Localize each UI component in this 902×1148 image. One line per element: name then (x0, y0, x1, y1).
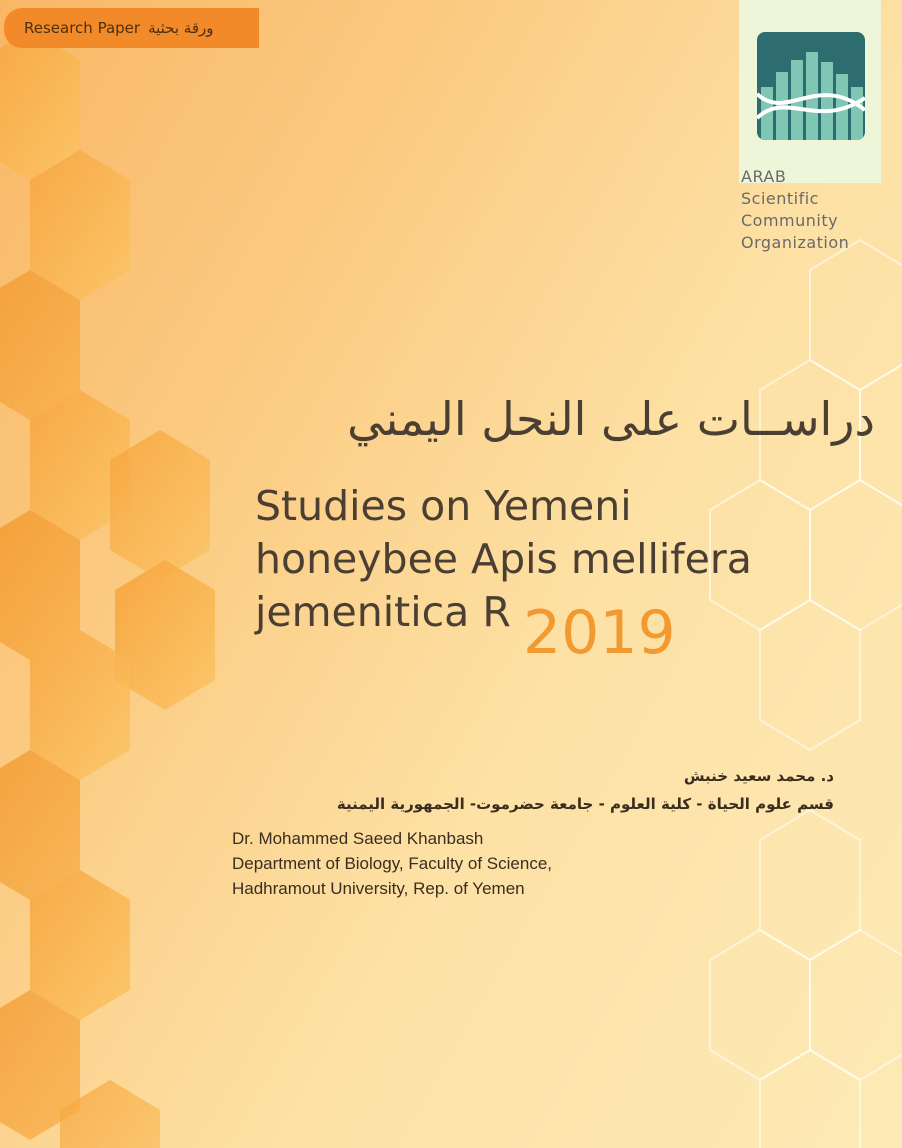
author-block-arabic (337, 762, 834, 818)
org-name-line-3: Community (741, 211, 839, 230)
badge-label-en: Research Paper (24, 19, 141, 37)
author-affiliation-ar: قسم علوم الحياة - كلية العلوم - جامعة حضرموت- الجمهورية اليمنية (336, 795, 834, 813)
arabic-title: دراســات على النحل اليمني (347, 392, 875, 446)
author-name-en: Dr. Mohammed Saeed Khanbash (232, 829, 484, 848)
author-department-en: Department of Biology, Faculty of Science, (232, 854, 553, 873)
dna-bars-icon (757, 32, 865, 140)
outline-hexagons (710, 240, 902, 1148)
org-name-line-2: Scientific (741, 189, 819, 208)
author-block-english (232, 826, 552, 901)
organization-logo (757, 32, 865, 140)
org-name-line-4: Organization (741, 233, 850, 252)
author-university-en: Hadhramout University, Rep. of Yemen (232, 879, 525, 898)
english-title-line-3: jemenitica R (255, 588, 511, 636)
publication-year: 2019 (523, 598, 676, 668)
research-paper-badge (4, 8, 259, 48)
english-title-line-2: honeybee Apis mellifera (255, 535, 752, 583)
badge-label-ar: ورقة بحثية (148, 19, 214, 37)
filled-hexagons (0, 30, 215, 1148)
author-name-ar: د. محمد سعيد خنبش (683, 767, 834, 785)
english-title-line-1: Studies on Yemeni (255, 482, 632, 530)
organization-logo-panel (739, 0, 881, 183)
organization-name (741, 166, 849, 254)
org-name-line-1: ARAB (741, 167, 787, 186)
english-title (255, 480, 775, 639)
